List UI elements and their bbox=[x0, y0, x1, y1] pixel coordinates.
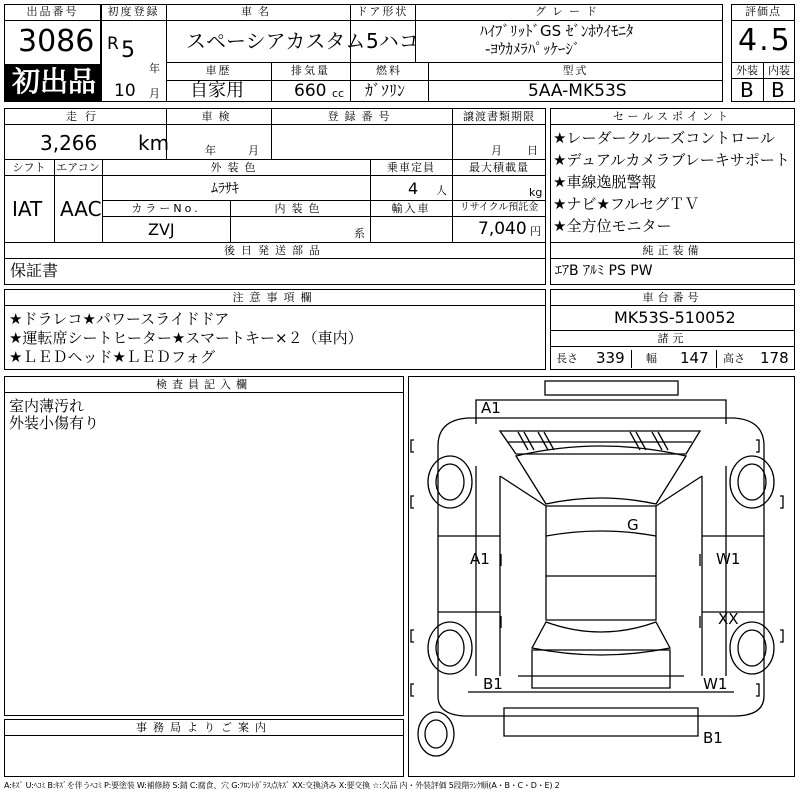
aircon-value: AAC bbox=[60, 197, 102, 221]
height-value: 178 bbox=[760, 349, 789, 367]
notes-line: ★ＬＥＤヘッド★ＬＥＤフォグ bbox=[9, 348, 216, 366]
damage-mark: W1 bbox=[716, 550, 741, 568]
color-no-label: カラーNo. bbox=[131, 202, 201, 215]
sales-point-item: ★全方位モニター bbox=[553, 217, 672, 235]
width-value: 147 bbox=[680, 349, 709, 367]
score-value: 4.5 bbox=[738, 23, 792, 58]
office-label: 事務局よりご案内 bbox=[136, 721, 272, 734]
interior-color-label: 内装色 bbox=[274, 202, 326, 215]
recycle-value: 7,040 bbox=[478, 219, 527, 239]
sales-points-label: セールスポイント bbox=[612, 110, 732, 123]
capacity-unit: 人 bbox=[436, 184, 447, 197]
later-parts-value: 保証書 bbox=[10, 261, 59, 280]
mileage-value: 3,266 bbox=[40, 131, 98, 155]
notes-line: ★ドラレコ★パワースライドドア bbox=[9, 310, 230, 328]
capacity-value: 4 bbox=[408, 179, 419, 198]
transfer-label: 譲渡書類期限 bbox=[463, 110, 535, 123]
damage-mark: W1 bbox=[703, 675, 728, 693]
max-load-unit: kg bbox=[529, 186, 543, 199]
shift-value: IAT bbox=[12, 197, 43, 221]
model-value: 5AA-MK53S bbox=[528, 81, 627, 101]
sales-point-item: ★レーダークルーズコントロール bbox=[553, 129, 775, 147]
interior-score-label: 内装 bbox=[768, 64, 790, 77]
sales-point-item: ★デュアルカメラブレーキサポート bbox=[553, 151, 790, 169]
grade-label: グレード bbox=[535, 5, 603, 18]
genuine-label: 純正装備 bbox=[642, 244, 703, 257]
width-label: 幅 bbox=[646, 352, 657, 365]
damage-mark: A1 bbox=[481, 399, 501, 417]
displacement-value: 660 bbox=[294, 81, 327, 101]
exterior-color-label: 外装色 bbox=[210, 161, 262, 174]
recycle-unit: 円 bbox=[530, 225, 541, 238]
exterior-score: B bbox=[740, 78, 754, 102]
chassis-value: MK53S-510052 bbox=[614, 308, 736, 327]
registration-year: 5 bbox=[121, 38, 135, 63]
mileage-unit: km bbox=[138, 131, 170, 155]
height-label: 高さ bbox=[723, 352, 745, 365]
door-type-label: ドア形状 bbox=[356, 5, 409, 18]
mileage-label: 走行 bbox=[66, 110, 104, 123]
inspection-month-unit: 月 bbox=[248, 144, 259, 157]
later-parts-label: 後日発送部品 bbox=[224, 244, 326, 257]
damage-mark: B1 bbox=[703, 729, 723, 747]
damage-mark: XX bbox=[718, 610, 739, 628]
inspector-line: 外装小傷有り bbox=[9, 414, 100, 432]
displacement-unit: cc bbox=[332, 87, 345, 100]
notes-line: ★運転席シートヒーター★スマートキー×２（車内） bbox=[9, 329, 363, 347]
damage-mark: G bbox=[627, 516, 639, 534]
inspector-line: 室内薄汚れ bbox=[9, 397, 85, 415]
exterior-color-value: ﾑﾗｻｷ bbox=[211, 181, 239, 197]
recycle-label: リサイクル預託金 bbox=[459, 202, 539, 213]
door-type-value: 5ハコ bbox=[366, 29, 419, 53]
grade-line1: ﾊｲﾌﾞﾘｯﾄﾞGS ｾﾞﾝﾎｳｲﾓﾆﾀ bbox=[480, 22, 634, 40]
history-value: 自家用 bbox=[190, 80, 244, 101]
registration-month-unit: 月 bbox=[149, 87, 160, 100]
displacement-label: 排気量 bbox=[291, 64, 330, 77]
sales-point-item: ★ナビ★フルセグＴＶ bbox=[553, 195, 700, 213]
damage-mark: B1 bbox=[483, 675, 503, 693]
legend-footer: A:ｷｽﾞ U:ﾍｺﾐ B:ｷｽﾞを伴うﾍｺﾐ P:要塗装 W:補修跡 S:錆 C:腐食、穴 G:ﾌﾛﾝﾄｶﾞﾗｽ点ｷｽﾞ XX:交換済み X:要交換 ☆:欠品 内・外装評価 5段階ﾗﾝｸ順(A・B・C・D・E) 2 bbox=[4, 781, 560, 790]
damage-mark: A1 bbox=[470, 550, 490, 568]
score-label: 評価点 bbox=[745, 5, 781, 18]
registration-label: 初度登録 bbox=[107, 5, 160, 18]
transfer-month-unit: 月 bbox=[491, 144, 502, 157]
registration-year-unit: 年 bbox=[149, 62, 160, 75]
length-label: 長さ bbox=[556, 352, 578, 365]
car-name-value: スペーシアカスタム bbox=[186, 29, 366, 53]
capacity-label: 乗車定員 bbox=[387, 161, 435, 174]
chassis-label: 車台番号 bbox=[642, 291, 703, 304]
import-label: 輸入車 bbox=[391, 202, 431, 215]
reg-number-label: 登録番号 bbox=[327, 110, 396, 123]
genuine-value: ｴｱB ｱﾙﾐ PS PW bbox=[555, 263, 653, 279]
length-value: 339 bbox=[596, 349, 625, 367]
inspection-label: 車検 bbox=[201, 110, 236, 123]
transfer-day-unit: 日 bbox=[527, 144, 538, 157]
lot-label: 出品番号 bbox=[26, 5, 79, 18]
inspector-label: 検査員記入欄 bbox=[156, 378, 252, 391]
registration-month: 10 bbox=[114, 81, 136, 101]
inspection-year-unit: 年 bbox=[205, 144, 216, 157]
color-no-value: ZVJ bbox=[148, 220, 175, 239]
interior-color-unit: 系 bbox=[354, 227, 365, 240]
sales-point-item: ★車線逸脱警報 bbox=[553, 173, 657, 191]
aircon-label: エアコン bbox=[56, 161, 100, 174]
history-label: 車歴 bbox=[205, 64, 232, 77]
fuel-value: ｶﾞｿﾘﾝ bbox=[365, 81, 406, 100]
car-name-label: 車名 bbox=[241, 5, 275, 18]
grade-line2: -ﾖｳｶﾒﾗﾊﾟｯｹｰｼﾞ bbox=[485, 40, 581, 58]
exterior-score-label: 外装 bbox=[736, 64, 758, 77]
car-diagram bbox=[408, 376, 795, 777]
shift-label: シフト bbox=[12, 161, 46, 174]
interior-score: B bbox=[771, 78, 785, 102]
model-label: 型式 bbox=[562, 64, 589, 77]
first-listing-text: 初出品 bbox=[12, 65, 97, 98]
max-load-label: 最大積載量 bbox=[469, 161, 529, 174]
fuel-label: 燃料 bbox=[376, 64, 402, 77]
dimensions-label: 諸元 bbox=[657, 332, 688, 345]
lot-number: 3086 bbox=[18, 24, 95, 59]
notes-label: 注意事項欄 bbox=[232, 291, 318, 304]
registration-era: R bbox=[107, 34, 119, 54]
